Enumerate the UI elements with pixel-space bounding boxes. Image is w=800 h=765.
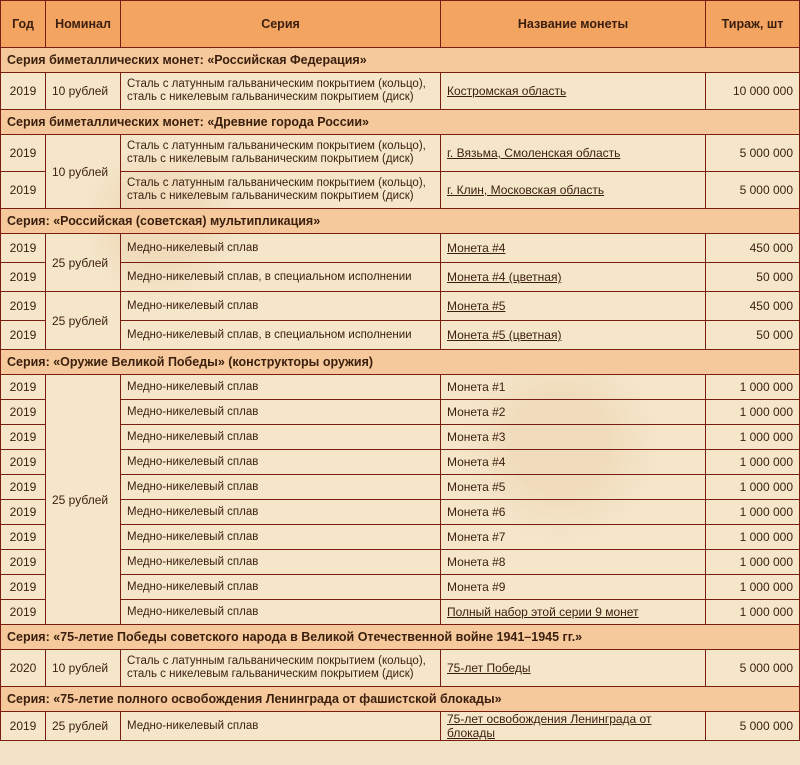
table-row xyxy=(0,650,800,687)
cell-qty: 1 000 000 xyxy=(706,400,800,425)
cell-series: Медно-никелевый сплав xyxy=(121,500,441,525)
coin-link[interactable]: Монета #4 (цветная) xyxy=(447,270,562,284)
cell-year: 2019 xyxy=(0,500,46,525)
cell-series: Медно-никелевый сплав xyxy=(121,525,441,550)
cell-nominal: 10 рублей xyxy=(46,650,121,687)
cell-nominal: 10 рублей xyxy=(46,135,121,209)
cell-year: 2019 xyxy=(0,73,46,110)
cell-qty: 1 000 000 xyxy=(706,425,800,450)
cell-series: Медно-никелевый сплав xyxy=(121,400,441,425)
cell-name: Монета #1 xyxy=(441,375,706,400)
cell-year: 2019 xyxy=(0,234,46,263)
cell-name: Монета #9 xyxy=(441,575,706,600)
cell-year: 2019 xyxy=(0,263,46,292)
cell-year: 2019 xyxy=(0,475,46,500)
cell-year: 2019 xyxy=(0,575,46,600)
cell-qty: 5 000 000 xyxy=(706,172,800,209)
cell-qty: 5 000 000 xyxy=(706,135,800,172)
cell-nominal: 25 рублей xyxy=(46,234,121,292)
coin-link[interactable]: Монета #5 xyxy=(447,299,506,313)
cell-year: 2019 xyxy=(0,425,46,450)
cell-series: Сталь с латунным гальваническим покрытием (кольцо), сталь с никелевым гальваническим покрытием (диск) xyxy=(121,135,441,172)
cell-series: Медно-никелевый сплав xyxy=(121,450,441,475)
cell-year: 2019 xyxy=(0,400,46,425)
table-row xyxy=(0,234,800,263)
cell-qty: 1 000 000 xyxy=(706,600,800,625)
header-series: Серия xyxy=(121,0,441,48)
cell-name: Монета #3 xyxy=(441,425,706,450)
section-title: Серия биметаллических монет: «Древние города России» xyxy=(0,110,800,135)
cell-nominal: 25 рублей xyxy=(46,712,121,741)
coin-link[interactable]: Монета #5 (цветная) xyxy=(447,328,562,342)
cell-qty: 50 000 xyxy=(706,263,800,292)
cell-year: 2019 xyxy=(0,712,46,741)
cell-year: 2019 xyxy=(0,135,46,172)
cell-name: Монета #7 xyxy=(441,525,706,550)
coin-link[interactable]: 75-лет освобождения Ленинграда от блокады xyxy=(447,712,652,740)
cell-nominal: 25 рублей xyxy=(46,375,121,625)
section-row xyxy=(0,209,800,234)
cell-qty: 5 000 000 xyxy=(706,712,800,741)
cell-series: Медно-никелевый сплав xyxy=(121,292,441,321)
table-row xyxy=(0,292,800,321)
cell-series: Медно-никелевый сплав, в специальном исполнении xyxy=(121,263,441,292)
section-row xyxy=(0,48,800,73)
cell-year: 2019 xyxy=(0,450,46,475)
section-title: Серия: «75-летие полного освобождения Ленинграда от фашистской блокады» xyxy=(0,687,800,712)
cell-qty: 1 000 000 xyxy=(706,525,800,550)
section-row xyxy=(0,350,800,375)
cell-nominal: 10 рублей xyxy=(46,73,121,110)
cell-qty: 50 000 xyxy=(706,321,800,350)
cell-name: Монета #4 xyxy=(441,450,706,475)
cell-qty: 450 000 xyxy=(706,234,800,263)
header-nominal: Номинал xyxy=(46,0,121,48)
coin-link[interactable]: Полный набор этой серии 9 монет xyxy=(447,605,639,619)
cell-name: Монета #8 xyxy=(441,550,706,575)
section-title: Серия биметаллических монет: «Российская Федерация» xyxy=(0,48,800,73)
section-row xyxy=(0,687,800,712)
table-row xyxy=(0,375,800,400)
cell-name: Монета #6 xyxy=(441,500,706,525)
cell-series: Медно-никелевый сплав xyxy=(121,475,441,500)
cell-qty: 1 000 000 xyxy=(706,475,800,500)
cell-series: Медно-никелевый сплав, в специальном исполнении xyxy=(121,321,441,350)
cell-series: Сталь с латунным гальваническим покрытием (кольцо), сталь с никелевым гальваническим покрытием (диск) xyxy=(121,172,441,209)
cell-year: 2019 xyxy=(0,321,46,350)
cell-series: Медно-никелевый сплав xyxy=(121,550,441,575)
table-header-row xyxy=(0,0,800,48)
section-row xyxy=(0,110,800,135)
table-row xyxy=(0,135,800,172)
coin-link[interactable]: 75-лет Победы xyxy=(447,661,531,675)
header-name: Название монеты xyxy=(441,0,706,48)
cell-year: 2019 xyxy=(0,550,46,575)
cell-name: Монета #5 xyxy=(441,475,706,500)
cell-year: 2019 xyxy=(0,292,46,321)
section-row xyxy=(0,625,800,650)
cell-series: Медно-никелевый сплав xyxy=(121,425,441,450)
cell-nominal: 25 рублей xyxy=(46,292,121,350)
coin-link[interactable]: г. Вязьма, Смоленская область xyxy=(447,146,621,160)
section-title: Серия: «Оружие Великой Победы» (конструкторы оружия) xyxy=(0,350,800,375)
cell-qty: 1 000 000 xyxy=(706,375,800,400)
cell-qty: 10 000 000 xyxy=(706,73,800,110)
cell-series: Медно-никелевый сплав xyxy=(121,575,441,600)
coin-link[interactable]: г. Клин, Московская область xyxy=(447,183,605,197)
cell-qty: 5 000 000 xyxy=(706,650,800,687)
cell-qty: 1 000 000 xyxy=(706,450,800,475)
cell-qty: 1 000 000 xyxy=(706,500,800,525)
cell-year: 2020 xyxy=(0,650,46,687)
cell-year: 2019 xyxy=(0,600,46,625)
cell-series: Сталь с латунным гальваническим покрытием (кольцо), сталь с никелевым гальваническим покрытием (диск) xyxy=(121,650,441,687)
section-title: Серия: «Российская (советская) мультипликация» xyxy=(0,209,800,234)
cell-series: Медно-никелевый сплав xyxy=(121,375,441,400)
cell-qty: 1 000 000 xyxy=(706,575,800,600)
cell-name: Монета #2 xyxy=(441,400,706,425)
cell-series: Медно-никелевый сплав xyxy=(121,600,441,625)
section-title: Серия: «75-летие Победы советского народа в Великой Отечественной войне 1941–1945 гг.» xyxy=(0,625,800,650)
cell-year: 2019 xyxy=(0,375,46,400)
table-row xyxy=(0,73,800,110)
cell-qty: 1 000 000 xyxy=(706,550,800,575)
table-row xyxy=(0,712,800,741)
cell-series: Медно-никелевый сплав xyxy=(121,712,441,741)
header-qty: Тираж, шт xyxy=(706,0,800,48)
header-year: Год xyxy=(0,0,46,48)
coin-link[interactable]: Монета #4 xyxy=(447,241,506,255)
cell-series: Сталь с латунным гальваническим покрытием (кольцо), сталь с никелевым гальваническим покрытием (диск) xyxy=(121,73,441,110)
cell-year: 2019 xyxy=(0,525,46,550)
cell-year: 2019 xyxy=(0,172,46,209)
coin-link[interactable]: Костромская область xyxy=(447,84,567,98)
cell-series: Медно-никелевый сплав xyxy=(121,234,441,263)
cell-qty: 450 000 xyxy=(706,292,800,321)
